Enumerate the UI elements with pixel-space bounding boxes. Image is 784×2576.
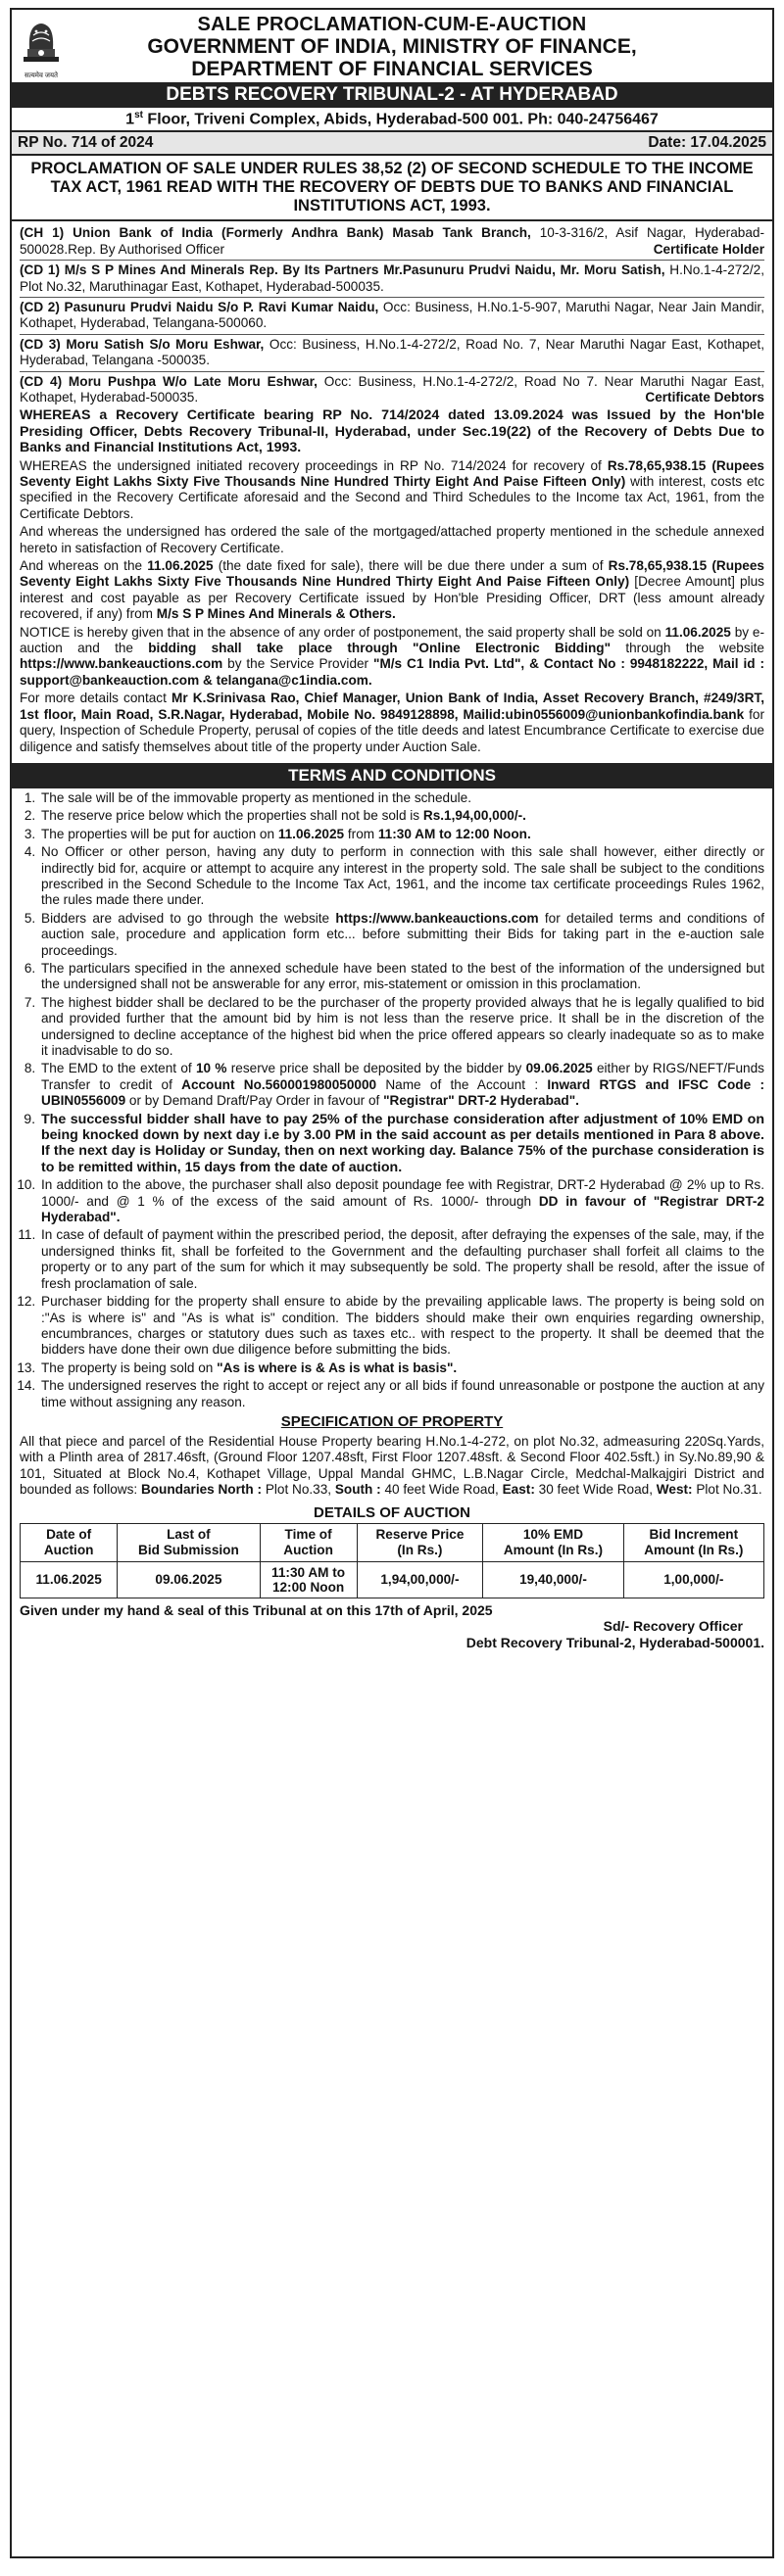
title-line-1: SALE PROCLAMATION-CUM-E-AUCTION	[197, 14, 587, 35]
recovery-officer-signature: Sd/- Recovery Officer	[603, 1617, 743, 1634]
table-cell: 1,00,000/-	[623, 1561, 763, 1598]
details-heading: DETAILS OF AUCTION	[314, 1503, 470, 1521]
table-cell: 09.06.2025	[118, 1561, 260, 1598]
party-cd2: (CD 2) Pasunuru Prudvi Naidu S/o P. Ravi Kumar Naidu, Occ: Business, H.No.1-5-907, Maruthi Nagar, Near Jain Mandir, Kothapet, Hyderabad, Telangana-500060.	[20, 299, 764, 331]
proclamation-heading: PROCLAMATION OF SALE UNDER RULES 38,52 (2) OF SECOND SCHEDULE TO THE INCOME TAX ACT, 1961 READ WITH THE RECOVERY OF DEBTS DUE TO BANKS AND FINANCIAL INSTITUTIONS ACT, 1993.	[12, 156, 772, 221]
rp-date-bar	[12, 130, 772, 156]
table-cell: 11.06.2025	[21, 1561, 118, 1598]
column-header: Bid Increment Amount (In Rs.)	[623, 1523, 763, 1561]
para-whereas-certificate: WHEREAS a Recovery Certificate bearing RP No. 714/2024 dated 13.09.2024 was Issued by the Hon'ble Presiding Officer, Debts Recovery Tribunal-II, Hyderabad, under Sec.19(22) of the Recovery of Debts Due to Banks and Financial Institutions Act, 1993.	[20, 407, 764, 456]
term-item: 9. The successful bidder shall have to pay 25% of the purchase consideration after adjustment of 10% EMD on being knocked down by next day i.e by 3.00 PM in the said account as per details mentioned in Para 8 above. If the next day is Holiday or Sunday, then on next working day. Balance 75% of the purchase consideration is to be remitted within, 15 days from the date of auction.	[39, 1112, 764, 1176]
party-cd4: (CD 4) Moru Pushpa W/o Late Moru Eshwar, Occ: Business, H.No.1-4-272/2, Road No 7. Near Maruthi Nagar East, Kothapet, Hyderabad-500035. Certificate Debtors	[20, 373, 765, 405]
proclamation-date: Date: 17.04.2025	[648, 134, 766, 152]
specification-heading: SPECIFICATION OF PROPERTY	[280, 1412, 504, 1430]
emblem-caption: सत्यमेव जयते	[24, 72, 59, 79]
term-item: 2. The reserve price below which the properties shall not be sold is Rs.1,94,00,000/-.	[39, 808, 764, 824]
auction-details-table	[20, 1523, 764, 1598]
term-item: 8. The EMD to the extent of 10 % reserve price shall be deposited by the bidder by 09.06.2025 either by RIGS/NEFT/Funds Transfer to credit of Account No.560001980050000 Name of the Account : Inward RTGS and IFSC Code : UBIN0556009 or by Demand Draft/Pay Order in favour of "Registrar" DRT-2 Hyderabad".	[39, 1061, 764, 1109]
term-item: 3. The properties will be put for auction on 11.06.2025 from 11:30 AM to 12:00 Noon.	[39, 827, 764, 842]
tribunal-banner: DEBTS RECOVERY TRIBUNAL-2 - AT HYDERABAD	[12, 82, 772, 108]
header	[12, 10, 772, 80]
para-whereas-sale-ordered: And whereas the undersigned has ordered the sale of the mortgaged/attached property mentioned in the schedule annexed hereto in satisfaction of Recovery Certificate.	[20, 524, 764, 555]
table-cell: 19,40,000/-	[483, 1561, 623, 1598]
table-cell: 11:30 AM to 12:00 Noon	[260, 1561, 357, 1598]
table-header-row	[21, 1523, 764, 1561]
party-cd1: (CD 1) M/s S P Mines And Minerals Rep. By Its Partners Mr.Pasunuru Prudvi Naidu, Mr. Moru Satish, H.No.1-4-272/2, Plot No.32, Maruthinagar East, Kothapet, Hyderabad-500035.	[20, 262, 764, 294]
column-header: Date of Auction	[21, 1523, 118, 1561]
table-cell: 1,94,00,000/-	[357, 1561, 483, 1598]
rp-number: RP No. 714 of 2024	[18, 134, 154, 152]
term-item: 11. In case of default of payment within the prescribed period, the deposit, after defraying the expenses of the sale, may, if the undersigned thinks fit, shall be forfeited to the Government and the defaulting purchaser shall forfeit all claims to the property or to any part of the sum for which it may subsequently be sold. The property shall be resold, after the issue of fresh proclamation of sale.	[39, 1227, 764, 1292]
term-item: 13. The property is being sold on "As is where is & As is what is basis".	[39, 1360, 764, 1376]
table-row	[21, 1561, 764, 1598]
party-ch1: (CH 1) Union Bank of India (Formerly Andhra Bank) Masab Tank Branch, 10-3-316/2, Asif Nagar, Hyderabad-500028.Rep. By Authorised Officer Certificate Holder	[20, 225, 764, 257]
tribunal-office: Debt Recovery Tribunal-2, Hyderabad-500001.	[466, 1634, 764, 1650]
term-item: 5. Bidders are advised to go through the website https://www.bankeauctions.com for detailed terms and conditions of auction sale, procedure and application form etc... before submitting their Bids for taking part in the e-auction sale proceedings.	[39, 911, 764, 959]
para-whereas-recovery: WHEREAS the undersigned initiated recovery proceedings in RP No. 714/2024 for recovery of Rs.78,65,938.15 (Rupees Seventy Eight Lakhs Sixty Five Thousands Nine Hundred Thirty Eight And Paise Fifteen Only) with interest, costs etc specified in the Recovery Certificate aforesaid and the Second and Third Schedules to the Income tax Act, 1961, from the Certificate Debtors.	[20, 457, 764, 521]
column-header: 10% EMD Amount (In Rs.)	[483, 1523, 623, 1561]
sale-proclamation-page	[10, 8, 774, 2558]
title-line-3: DEPARTMENT OF FINANCIAL SERVICES	[191, 58, 593, 80]
title-line-2: GOVERNMENT OF INDIA, MINISTRY OF FINANCE,	[147, 35, 637, 58]
divider	[20, 371, 764, 372]
property-specification: All that piece and parcel of the Residential House Property bearing H.No.1-4-272, on plot No.32, admeasuring 220Sq.Yards, with a Plinth area of 2817.46sft, (Ground Floor 1207.48sft, First Floor 1207.48sft. & Second Floor 402.5sft.) in Sy.No.89,90 & 101, Situated at Block No.4, Kothapet Village, Uppal Mandal GHMC, L.B.Nagar Circle, Medchal-Malkajgiri District and bounded as follows: Boundaries North : Plot No.33, South : 40 feet Wide Road, East: 30 feet Wide Road, West: Plot No.31.	[20, 1433, 764, 1498]
term-item: 12. Purchaser bidding for the property shall ensure to abide by the prevailing applicable laws. The property is being sold on :"As is where is" and "As is what is" condition. The bidders should make their own enquiries regarding ownership, encumbrances, charges or statutory dues such as taxes etc.. with respect to the property. It shall be deemed that the bidders have done their own due diligence before submitting the bids.	[39, 1294, 764, 1359]
term-item: 6. The particulars specified in the annexed schedule have been stated to the best of the information of the undersigned but the undersigned shall not be answerable for any error, mis-statement or omission in this proclamation.	[39, 961, 764, 993]
column-header: Time of Auction	[260, 1523, 357, 1561]
term-item: 10. In addition to the above, the purchaser shall also deposit poundage fee with Registrar, DRT-2 Hyderabad @ 2% up to Rs. 1000/- and @ 1 % of the excess of the said amount of Rs. 1000/- through DD in favour of "Registrar DRT-2 Hyderabad".	[39, 1177, 764, 1225]
para-contact: For more details contact Mr K.Srinivasa Rao, Chief Manager, Union Bank of India, Asset Recovery Branch, #249/3RT, 1st floor, Main Road, S.R.Nagar, Hyderabad, Mobile No. 9849128898, Mailid:ubin0556009@unionbankofindia.bank for query, Inspection of Schedule Property, perusal of copies of the title deeds and latest Encumbrance Certificate to exercise due diligence and satisfy themselves about title of the property under Auction Sale.	[20, 691, 764, 754]
term-item: 4. No Officer or other person, having any duty to perform in connection with this sale shall however, either directly or indirectly bid for, acquire or attempt to acquire any interest in the property sold. The sale shall be subject to the conditions prescribed in the Second Schedule to the Income Tax Act, 1961, and the income tax certificate proceedings Rules 1962, the rules made there under.	[39, 844, 764, 909]
divider	[20, 297, 764, 298]
parties-section	[12, 221, 772, 759]
divider	[20, 334, 764, 335]
party-cd3: (CD 3) Moru Satish S/o Moru Eshwar, Occ: Business, H.No.1-4-272/2, Road No. 7, Near Maruthi Nagar East, Kothapet, Hyderabad, Telangana -500035.	[20, 336, 764, 368]
term-item: 1. The sale will be of the immovable property as mentioned in the schedule.	[39, 790, 764, 806]
ashoka-emblem-icon	[20, 16, 63, 79]
terms-list	[12, 790, 772, 1410]
column-header: Reserve Price (In Rs.)	[357, 1523, 483, 1561]
column-header: Last of Bid Submission	[118, 1523, 260, 1561]
para-whereas-due: And whereas on the 11.06.2025 (the date fixed for sale), there will be due there under a sum of Rs.78,65,938.15 (Rupees Seventy Eight Lakhs Sixty Five Thousands Nine Hundred Thirty Eight And Paise Fifteen Only) [Decree Amount] plus interest and cost payable as per Recovery Certificate issued by Hon'ble Presiding Officer, DRT (less amount already recovered, if any) from M/s S P Mines And Minerals & Others.	[20, 558, 764, 622]
terms-heading: TERMS AND CONDITIONS	[12, 763, 772, 788]
tribunal-address: 1st Floor, Triveni Complex, Abids, Hyderabad-500 001. Ph: 040-24756467	[125, 110, 659, 128]
term-item: 7. The highest bidder shall be declared to be the purchaser of the property provided always that he is legally qualified to bid and provided further that the amount bid by him is not less than the reserve price. It shall be in the discretion of the undersigned to decline acceptance of the highest bid when the price offered appears so clearly inadequate so as to make it inadvisable to do so.	[39, 995, 764, 1060]
term-item: 14. The undersigned reserves the right to accept or reject any or all bids if found unreasonable or postpone the auction at any time without assigning any reason.	[39, 1378, 764, 1410]
given-under-hand: Given under my hand & seal of this Tribunal at on this 17th of April, 2025	[20, 1601, 493, 1618]
divider	[20, 260, 764, 261]
para-notice: NOTICE is hereby given that in the absence of any order of postponement, the said property shall be sold on 11.06.2025 by e-auction and the bidding shall take place through "Online Electronic Bidding" through the website https://www.bankeauctions.com by the Service Provider "M/s C1 India Pvt. Ltd", & Contact No : 9948182222, Mail id : support@bankeauction.com & telangana@c1india.com.	[20, 624, 764, 688]
